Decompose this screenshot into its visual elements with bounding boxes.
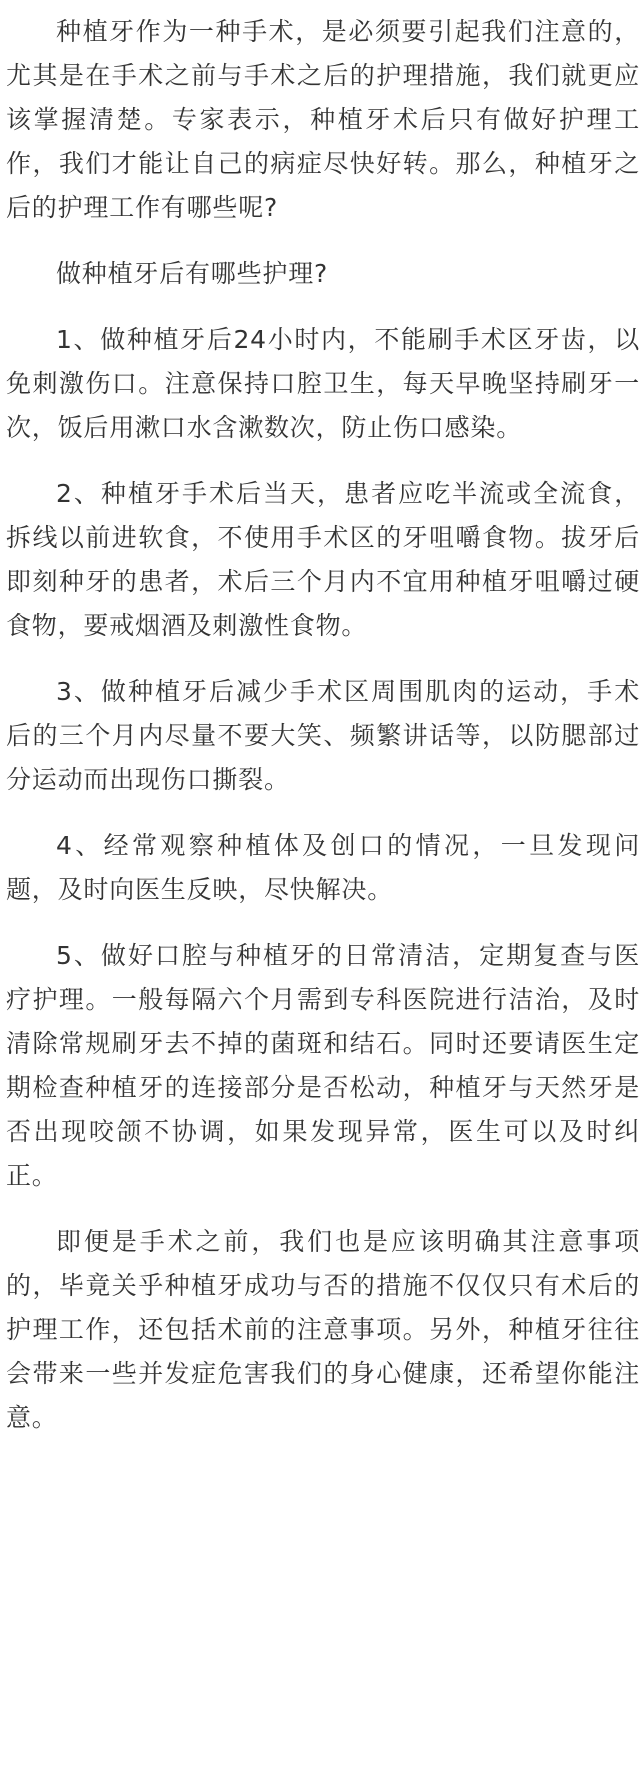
intro-paragraph: 种植牙作为一种手术，是必须要引起我们注意的，尤其是在手术之前与手术之后的护理措施，我们就更应该掌握清楚。专家表示，种植牙术后只有做好护理工作，我们才能让自己的病症尽快好转。那么，种植牙之后的护理工作有哪些呢? [6,17,640,222]
care-item-5: 5、做好口腔与种植牙的日常清洁，定期复查与医疗护理。一般每隔六个月需到专科医院进行洁治，及时清除常规刷牙去不掉的菌斑和结石。同时还要请医生定期检查种植牙的连接部分是否松动，种植牙与天然牙是否出现咬颌不协调，如果发现异常，医生可以及时纠正。 [6,941,640,1190]
section-heading: 做种植牙后有哪些护理? [56,259,329,288]
closing-paragraph: 即便是手术之前，我们也是应该明确其注意事项的，毕竟关乎种植牙成功与否的措施不仅仅只有术后的护理工作，还包括术前的注意事项。另外，种植牙往往会带来一些并发症危害我们的身心健康，还希望你能注意。 [6,1227,640,1432]
care-item-1: 1、做种植牙后24小时内，不能刷手术区牙齿，以免刺激伤口。注意保持口腔卫生，每天早晚坚持刷牙一次，饭后用漱口水含漱数次，防止伤口感染。 [6,325,640,442]
care-item-4: 4、经常观察种植体及创口的情况，一旦发现问题，及时向医生反映，尽快解决。 [6,831,640,904]
care-item-2: 2、种植牙手术后当天，患者应吃半流或全流食，拆线以前进软食，不使用手术区的牙咀嚼食物。拔牙后即刻种牙的患者，术后三个月内不宜用种植牙咀嚼过硬食物，要戒烟酒及刺激性食物。 [6,479,640,640]
care-item-3: 3、做种植牙后减少手术区周围肌肉的运动，手术后的三个月内尽量不要大笑、频繁讲话等，以防腮部过分运动而出现伤口撕裂。 [6,677,640,794]
